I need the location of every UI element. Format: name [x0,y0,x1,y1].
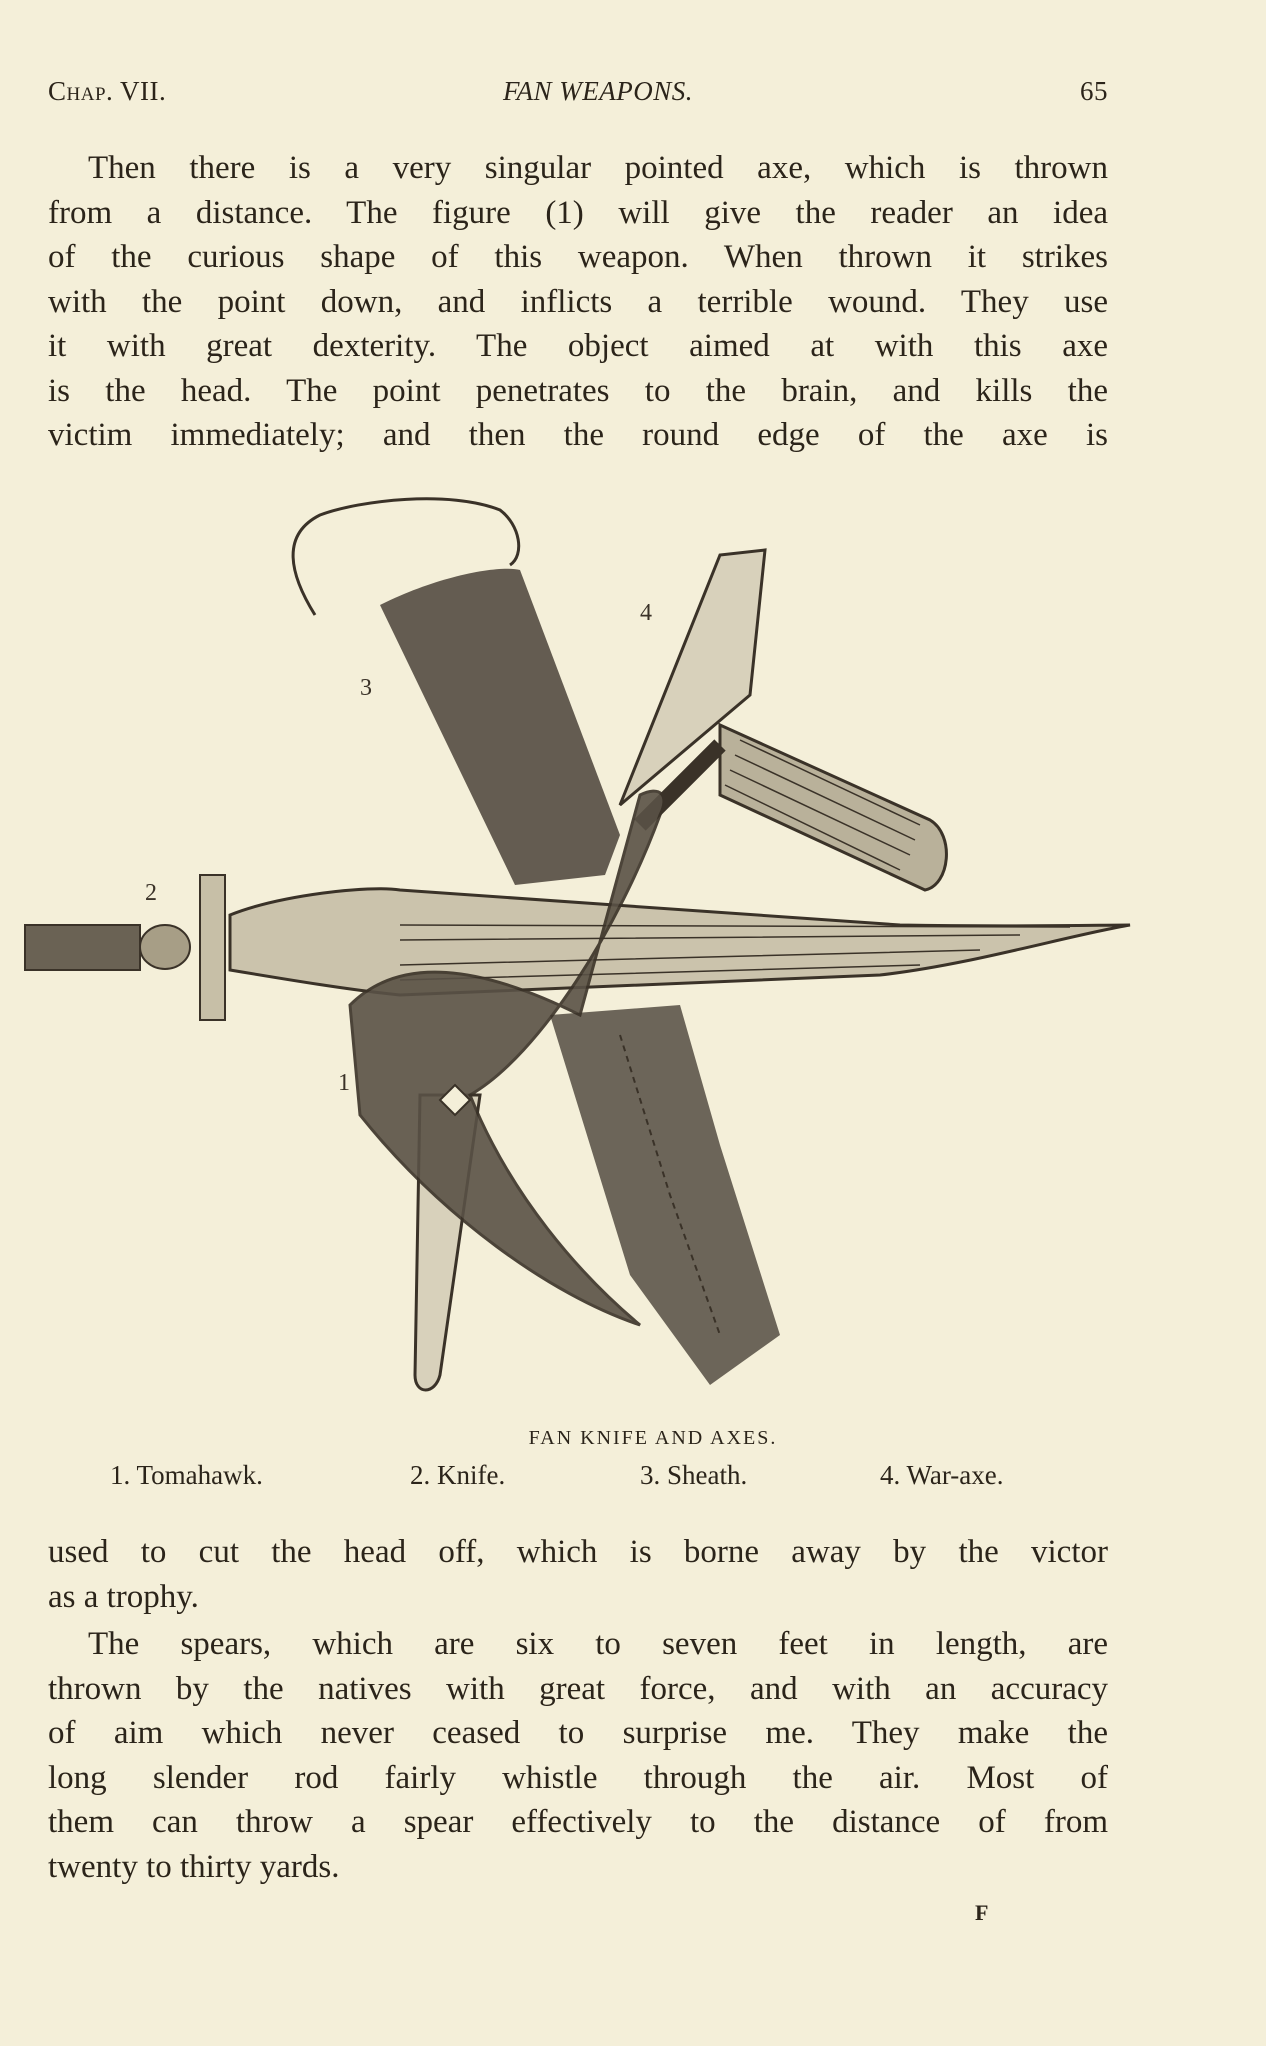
figure-marker-4: 4 [640,600,652,626]
text-line: is the head. The point penetrates to the brain, and kills the [48,372,1108,409]
text-line: from a distance. The figure (1) will give the reader an idea [48,194,1108,231]
text-line: it with great dexterity. The object aimed at with this axe [48,328,1108,364]
signature-mark: F [975,1900,989,1925]
figure-legend [0,1460,1266,1500]
war-axe-illustration [620,550,946,890]
legend-item-war-axe: 4. War-axe. [880,1460,1004,1490]
legend-item-sheath: 3. Sheath. [640,1460,748,1490]
chapter-label: Chap. VII. [48,76,167,106]
text-line: of the curious shape of this weapon. When thrown it strikes [48,239,1108,275]
text-line: of aim which never ceased to surprise me. They make the [48,1715,1108,1751]
legend-item-tomahawk: 1. Tomahawk. [110,1460,263,1490]
figure-caption: FAN KNIFE AND AXES. [528,1427,778,1449]
figure-marker-3: 3 [360,675,372,701]
paragraph-spears [48,1622,1108,1889]
text-line: The spears, which are six to seven feet in length, are [88,1626,1108,1662]
figure-marker-1: 1 [338,1070,350,1096]
text-line: them can throw a spear effectively to the distance of from [48,1804,1108,1840]
figure-marker-2: 2 [145,880,157,906]
page-number: 65 [1080,76,1108,106]
text-line: thrown by the natives with great force, and with an accuracy [48,1670,1108,1707]
running-head [48,76,1108,112]
running-title: FAN WEAPONS. [503,76,693,106]
text-line: used to cut the head off, which is borne away by the victor [48,1534,1108,1570]
legend-item-knife: 2. Knife. [410,1460,506,1490]
text-line: victim immediately; and then the round edge of the axe is [48,417,1108,453]
weapons-engraving [20,495,1150,1415]
text-line: with the point down, and inflicts a terrible wound. They use [48,283,1108,320]
text-line: as a trophy. [48,1578,199,1615]
paragraph-trophy [48,1530,1108,1619]
paragraph-axe [48,146,1108,458]
text-line: long slender rod fairly whistle through the air. Most of [48,1759,1108,1796]
text-line: twenty to thirty yards. [48,1848,340,1885]
text-line: Then there is a very singular pointed axe, which is thrown [88,150,1108,186]
